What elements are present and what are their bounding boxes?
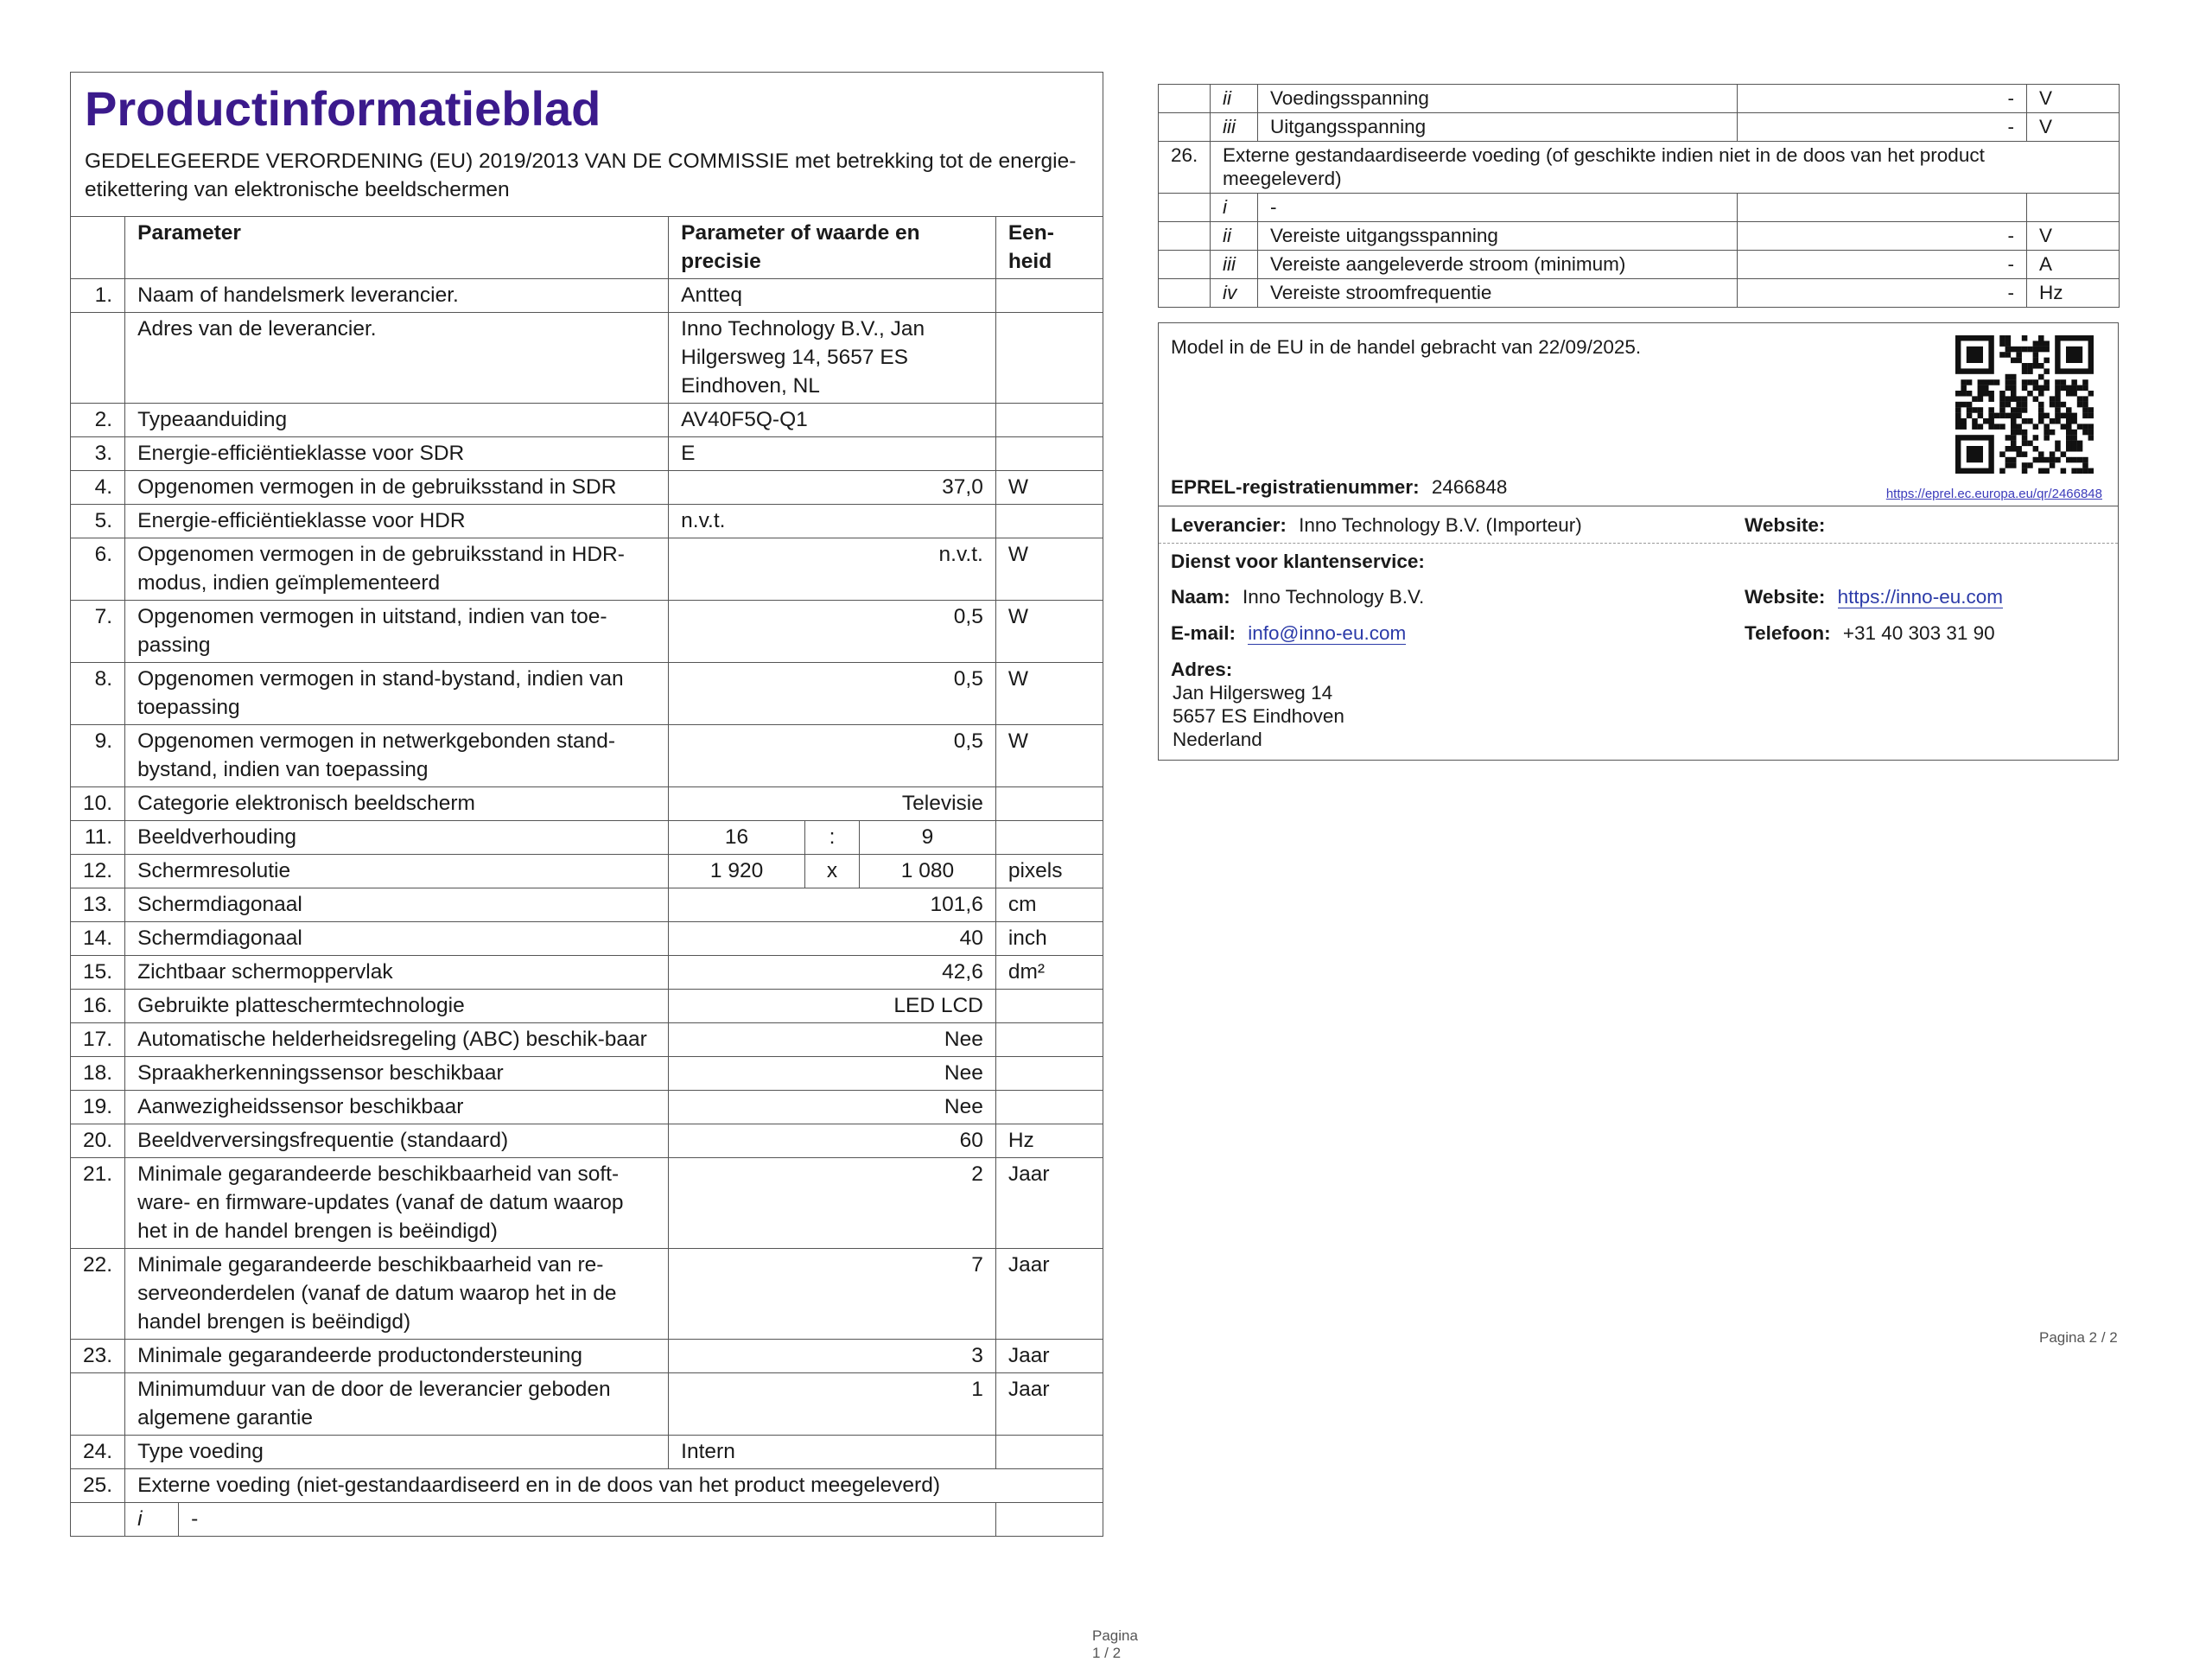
row-unit: cm: [995, 888, 1103, 922]
row-parameter: Schermdiagonaal: [125, 922, 669, 956]
parameter-table: [70, 216, 1103, 1537]
address-line: 5657 ES Eindhoven: [1173, 705, 1344, 727]
row-parameter: Opgenomen vermogen in de gebruiksstand in SDR: [125, 471, 669, 505]
service-website-link[interactable]: https://inno-eu.com: [1837, 586, 2003, 608]
row-number: [71, 1373, 125, 1436]
row-value: n.v.t.: [669, 538, 996, 601]
row-unit: A: [2027, 251, 2120, 279]
table-row: [71, 990, 1103, 1023]
row-value-b: 9: [860, 821, 996, 855]
table-row: [71, 1503, 1103, 1537]
row-parameter: Aanwezigheidssensor beschikbaar: [125, 1091, 669, 1124]
row-value: E: [669, 437, 996, 471]
row-unit: W: [995, 725, 1103, 787]
table-row: [1159, 222, 2120, 251]
row-parameter: Schermdiagonaal: [125, 888, 669, 922]
row-value: 3: [669, 1340, 996, 1373]
service-email-link[interactable]: info@inno-eu.com: [1248, 622, 1407, 644]
row-number: 11.: [71, 821, 125, 855]
row-parameter: Automatische helderheidsregeling (ABC) beschik-baar: [125, 1023, 669, 1057]
sub-value: -: [179, 1503, 996, 1537]
table-row: [71, 404, 1103, 437]
row-value: 101,6: [669, 888, 996, 922]
service-email-row: [1171, 621, 1406, 645]
table-row: [1159, 113, 2120, 142]
row-parameter: Minimale gegarandeerde beschikbaarheid van soft-ware- en firmware-updates (vanaf de datum waarop het in de handel brengen is beëindigd): [125, 1158, 669, 1249]
sub-number: iii: [1211, 251, 1258, 279]
document-subtitle: GEDELEGEERDE VERORDENING (EU) 2019/2013 VAN DE COMMISSIE met betrekking tot de energie-etikettering van elektronische beeldschermen: [85, 150, 1077, 201]
row-number: 13.: [71, 888, 125, 922]
address-label: Adres:: [1171, 659, 1233, 680]
row-number: [1159, 85, 1211, 113]
header-value: Parameter of waarde en precisie: [669, 217, 996, 279]
row-value: -: [1738, 85, 2027, 113]
row-parameter: Gebruikte platteschermtechnologie: [125, 990, 669, 1023]
row-number: [71, 313, 125, 404]
table-row: [71, 855, 1103, 888]
row-unit: [995, 505, 1103, 538]
row-unit: [995, 313, 1103, 404]
table-row: [71, 1158, 1103, 1249]
row-number: 8.: [71, 663, 125, 725]
row-number: [1159, 113, 1211, 142]
service-email-label: E-mail:: [1171, 622, 1236, 644]
table-row: [71, 956, 1103, 990]
row-unit: Hz: [2027, 279, 2120, 308]
sub-number: ii: [1211, 222, 1258, 251]
row-value: Intern: [669, 1436, 996, 1469]
row-parameter: Vereiste uitgangsspanning: [1258, 222, 1738, 251]
row-number: 3.: [71, 437, 125, 471]
header-parameter: Parameter: [125, 217, 669, 279]
parameter-table-body: [71, 279, 1103, 1537]
row-value: Nee: [669, 1057, 996, 1091]
row-value: AV40F5Q-Q1: [669, 404, 996, 437]
row-number: 25.: [71, 1469, 125, 1503]
table-row: [71, 1436, 1103, 1469]
row-unit: W: [995, 601, 1103, 663]
row-value: 60: [669, 1124, 996, 1158]
dashed-divider: [1159, 543, 2118, 544]
row-unit: [995, 279, 1103, 313]
address-line: Nederland: [1173, 729, 1262, 750]
row-value: -: [1738, 279, 2027, 308]
table-header-row: [71, 217, 1103, 279]
row-parameter: Categorie elektronisch beeldscherm: [125, 787, 669, 821]
row-number: 16.: [71, 990, 125, 1023]
row-parameter: Beeldverhouding: [125, 821, 669, 855]
row-number: [1159, 279, 1211, 308]
row-unit: [995, 1023, 1103, 1057]
row-value-sep: :: [804, 821, 859, 855]
row-parameter: Spraakherkenningssensor beschikbaar: [125, 1057, 669, 1091]
row-parameter: -: [1258, 194, 1738, 222]
row-value: 0,5: [669, 725, 996, 787]
row-unit: [995, 1503, 1103, 1537]
row-value-sep: x: [804, 855, 859, 888]
table-row: [1159, 279, 2120, 308]
table-row: [71, 1373, 1103, 1436]
eprel-number: 2466848: [1431, 476, 1508, 498]
address-line: Jan Hilgersweg 14: [1173, 682, 1333, 704]
row-unit: [995, 1091, 1103, 1124]
row-value: LED LCD: [669, 990, 996, 1023]
row-number: [1159, 194, 1211, 222]
table-row: [1159, 142, 2120, 194]
row-unit: V: [2027, 222, 2120, 251]
service-name-label: Naam:: [1171, 586, 1230, 608]
row-parameter: Adres van de leverancier.: [125, 313, 669, 404]
row-value: Nee: [669, 1023, 996, 1057]
row-parameter: Vereiste stroomfrequentie: [1258, 279, 1738, 308]
row-parameter: Minimumduur van de door de leverancier geboden algemene garantie: [125, 1373, 669, 1436]
row-unit: Jaar: [995, 1373, 1103, 1436]
page-1: [70, 72, 1138, 1661]
table-row: [71, 1469, 1103, 1503]
table-row: [71, 888, 1103, 922]
document-title: Productinformatieblad: [85, 81, 601, 136]
eprel-row: [1171, 475, 2104, 499]
row-number: 15.: [71, 956, 125, 990]
page-number-2: Pagina 2 / 2: [2039, 1329, 2118, 1346]
supplier-value: Inno Technology B.V. (Importeur): [1299, 514, 1582, 536]
row-value: Inno Technology B.V., Jan Hilgersweg 14, 5657 ES Eindhoven, NL: [669, 313, 996, 404]
row-parameter: Externe gestandaardiseerde voeding (of geschikte indien niet in de doos van het product meegeleverd): [1211, 142, 2120, 194]
row-value: -: [1738, 251, 2027, 279]
row-number: 4.: [71, 471, 125, 505]
table-row: [71, 313, 1103, 404]
service-phone-label: Telefoon:: [1745, 622, 1831, 644]
row-unit: [995, 990, 1103, 1023]
row-parameter: Energie-efficiëntieklasse voor SDR: [125, 437, 669, 471]
row-unit: [995, 787, 1103, 821]
table-row: [71, 538, 1103, 601]
table-row: [1159, 251, 2120, 279]
row-unit: [995, 821, 1103, 855]
row-parameter: Opgenomen vermogen in stand-bystand, indien van toepassing: [125, 663, 669, 725]
page-number-1: Pagina 1 / 2: [1092, 1627, 1138, 1661]
row-parameter: Zichtbaar schermoppervlak: [125, 956, 669, 990]
row-unit: [995, 404, 1103, 437]
row-number: 1.: [71, 279, 125, 313]
row-parameter: Naam of handelsmerk leverancier.: [125, 279, 669, 313]
service-name-row: [1171, 585, 1424, 608]
row-number: 6.: [71, 538, 125, 601]
table-row: [71, 279, 1103, 313]
supplier-row: [1171, 513, 1582, 537]
row-parameter: Beeldverversingsfrequentie (standaard): [125, 1124, 669, 1158]
row-number: [71, 1503, 125, 1537]
row-value: 42,6: [669, 956, 996, 990]
table-row: [71, 1124, 1103, 1158]
header-unit: Een-heid: [995, 217, 1103, 279]
row-unit: [995, 1436, 1103, 1469]
row-parameter: Vereiste aangeleverde stroom (minimum): [1258, 251, 1738, 279]
row-number: 10.: [71, 787, 125, 821]
sub-number: i: [1211, 194, 1258, 222]
row-unit: W: [995, 663, 1103, 725]
header-number: [71, 217, 125, 279]
table-row: [71, 505, 1103, 538]
row-unit: Jaar: [995, 1158, 1103, 1249]
sub-number: ii: [1211, 85, 1258, 113]
power-supply-table-body: [1159, 85, 2120, 308]
row-value: 0,5: [669, 663, 996, 725]
row-number: 22.: [71, 1249, 125, 1340]
row-number: 2.: [71, 404, 125, 437]
address-block: [1173, 681, 1344, 751]
row-value: -: [1738, 222, 2027, 251]
table-row: [71, 1057, 1103, 1091]
row-value: 37,0: [669, 471, 996, 505]
row-number: 7.: [71, 601, 125, 663]
row-number: [1159, 251, 1211, 279]
row-parameter: Typeaanduiding: [125, 404, 669, 437]
row-unit: W: [995, 538, 1103, 601]
service-website-row: [1745, 585, 2003, 608]
row-parameter: Opgenomen vermogen in netwerkgebonden stand-bystand, indien van toepassing: [125, 725, 669, 787]
row-number: 26.: [1159, 142, 1211, 194]
table-row: [71, 1340, 1103, 1373]
row-number: 21.: [71, 1158, 125, 1249]
row-parameter: Opgenomen vermogen in de gebruiksstand in HDR-modus, indien geïmplementeerd: [125, 538, 669, 601]
row-unit: Jaar: [995, 1249, 1103, 1340]
row-number: 14.: [71, 922, 125, 956]
power-supply-table: [1158, 84, 2120, 308]
eprel-link[interactable]: https://eprel.ec.europa.eu/qr/2466848: [1885, 487, 2102, 501]
row-number: 17.: [71, 1023, 125, 1057]
service-website-label: Website:: [1745, 586, 1826, 608]
service-name-value: Inno Technology B.V.: [1243, 586, 1425, 608]
row-parameter: Voedingsspanning: [1258, 85, 1738, 113]
table-row: [71, 437, 1103, 471]
row-value: [1738, 194, 2027, 222]
row-number: 18.: [71, 1057, 125, 1091]
table-row: [71, 601, 1103, 663]
table-row: [71, 725, 1103, 787]
row-unit: Hz: [995, 1124, 1103, 1158]
row-value: 2: [669, 1158, 996, 1249]
row-unit: Jaar: [995, 1340, 1103, 1373]
table-row: [1159, 85, 2120, 113]
row-parameter: Uitgangsspanning: [1258, 113, 1738, 142]
row-parameter: Minimale gegarandeerde productondersteuning: [125, 1340, 669, 1373]
row-parameter: Schermresolutie: [125, 855, 669, 888]
table-row: [71, 471, 1103, 505]
row-parameter: Externe voeding (niet-gestandaardiseerd en in de doos van het product meegeleverd): [125, 1469, 1103, 1503]
row-value: Nee: [669, 1091, 996, 1124]
row-value: 7: [669, 1249, 996, 1340]
row-number: 9.: [71, 725, 125, 787]
row-value: -: [1738, 113, 2027, 142]
row-parameter: Type voeding: [125, 1436, 669, 1469]
service-phone-value: +31 40 303 31 90: [1842, 622, 1995, 644]
table-row: [71, 821, 1103, 855]
row-number: 24.: [71, 1436, 125, 1469]
row-number: 12.: [71, 855, 125, 888]
row-value-b: 1 080: [860, 855, 996, 888]
row-unit: W: [995, 471, 1103, 505]
row-value: n.v.t.: [669, 505, 996, 538]
document-header: [70, 72, 1103, 216]
row-parameter: Opgenomen vermogen in uitstand, indien van toe-passing: [125, 601, 669, 663]
sub-number: iii: [1211, 113, 1258, 142]
row-unit: V: [2027, 113, 2120, 142]
row-value: 1: [669, 1373, 996, 1436]
sub-number: i: [125, 1503, 179, 1537]
table-row: [71, 922, 1103, 956]
model-market-date: Model in de EU in de handel gebracht van 22/09/2025.: [1171, 336, 1642, 358]
product-info-box: [1158, 322, 2119, 761]
row-unit: [995, 1057, 1103, 1091]
row-value-a: 16: [669, 821, 805, 855]
row-number: 20.: [71, 1124, 125, 1158]
row-number: [1159, 222, 1211, 251]
customer-service-title: Dienst voor klantenservice:: [1171, 551, 1425, 572]
service-phone-row: [1745, 621, 1995, 645]
row-unit: inch: [995, 922, 1103, 956]
row-value: 0,5: [669, 601, 996, 663]
row-value: Antteq: [669, 279, 996, 313]
table-row: [71, 1249, 1103, 1340]
table-row: [71, 1091, 1103, 1124]
supplier-website-label: Website:: [1745, 514, 1826, 536]
table-row: [71, 663, 1103, 725]
supplier-label: Leverancier:: [1171, 514, 1287, 536]
row-value: 40: [669, 922, 996, 956]
row-unit: pixels: [995, 855, 1103, 888]
row-number: 23.: [71, 1340, 125, 1373]
sub-number: iv: [1211, 279, 1258, 308]
row-number: 5.: [71, 505, 125, 538]
row-unit: [2027, 194, 2120, 222]
row-parameter: Minimale gegarandeerde beschikbaarheid van re-serveonderdelen (vanaf de datum waarop het in de handel brengen is beëindigd): [125, 1249, 669, 1340]
row-unit: V: [2027, 85, 2120, 113]
row-value-a: 1 920: [669, 855, 805, 888]
table-row: [71, 1023, 1103, 1057]
table-row: [71, 787, 1103, 821]
row-unit: dm²: [995, 956, 1103, 990]
row-unit: [995, 437, 1103, 471]
qr-code-icon: [1955, 335, 2094, 474]
eprel-label: EPREL-registratienummer:: [1171, 476, 1420, 498]
table-row: [1159, 194, 2120, 222]
row-number: 19.: [71, 1091, 125, 1124]
row-parameter: Energie-efficiëntieklasse voor HDR: [125, 505, 669, 538]
row-value: Televisie: [669, 787, 996, 821]
